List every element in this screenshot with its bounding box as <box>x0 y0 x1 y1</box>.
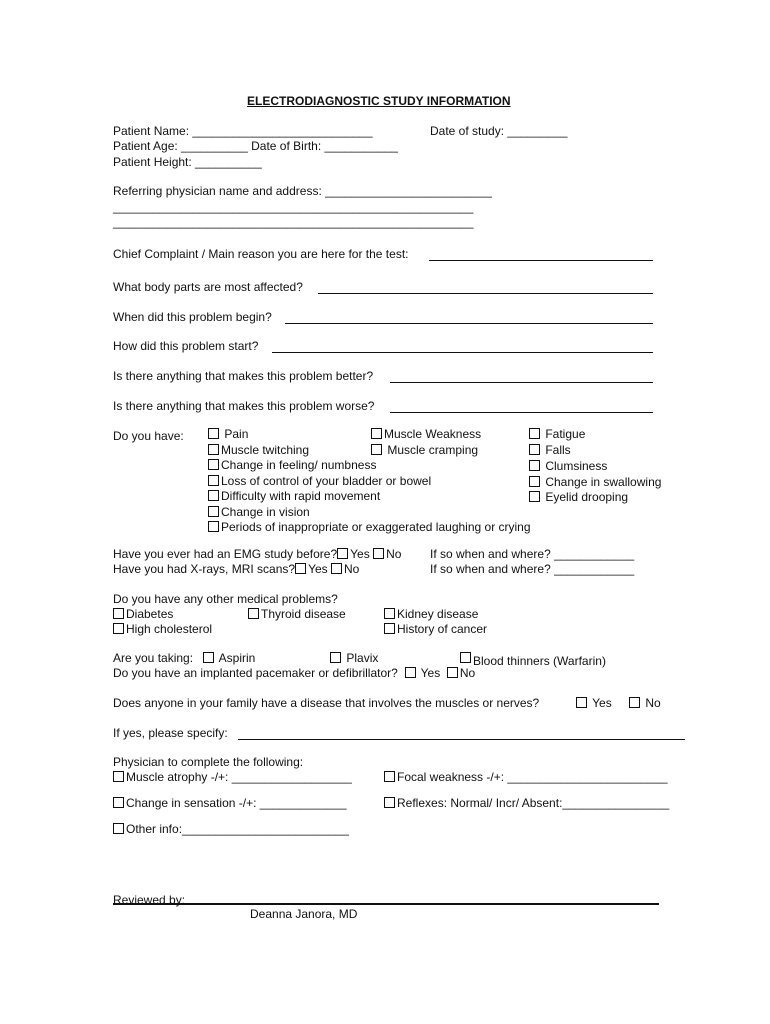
checkbox-icon[interactable] <box>384 623 395 634</box>
laughing-crying-label: Periods of inappropriate or exaggerated laughing or crying <box>221 520 531 534</box>
family-no-checkbox[interactable] <box>629 696 661 710</box>
checkbox-icon[interactable] <box>113 623 124 634</box>
when-begin-label: When did this problem begin? <box>113 310 272 324</box>
difficulty-movement-checkbox[interactable] <box>208 489 380 503</box>
checkbox-icon[interactable] <box>371 428 382 439</box>
laughing-crying-checkbox[interactable] <box>208 520 531 534</box>
checkbox-icon[interactable] <box>113 823 124 834</box>
checkbox-icon[interactable] <box>113 771 124 782</box>
atrophy-label: Muscle atrophy -/+: __________________ <box>126 770 352 784</box>
pain-checkbox[interactable] <box>208 427 248 441</box>
xray-no-checkbox[interactable] <box>331 563 342 574</box>
xray-no-label: No <box>344 562 360 576</box>
plavix-label: Plavix <box>346 651 379 665</box>
patient-age-dob-field[interactable]: Patient Age: __________ Date of Birth: ___________ <box>113 139 398 153</box>
atrophy-checkbox[interactable] <box>113 770 352 784</box>
swallowing-label: Change in swallowing <box>545 475 662 489</box>
emg-no-label: No <box>386 547 402 561</box>
pain-label: Pain <box>224 427 249 441</box>
body-parts-input[interactable] <box>318 293 653 294</box>
checkbox-icon[interactable] <box>384 771 395 782</box>
muscle-cramping-checkbox[interactable] <box>371 443 478 457</box>
checkbox-icon[interactable] <box>203 652 214 663</box>
better-input[interactable] <box>390 382 653 383</box>
family-yes-label: Yes <box>592 696 612 710</box>
falls-checkbox[interactable] <box>529 443 571 457</box>
pacemaker-yes-checkbox[interactable] <box>405 667 416 678</box>
eyelid-label: Eyelid drooping <box>545 490 629 504</box>
cancer-checkbox[interactable] <box>384 622 487 636</box>
referring-physician-field[interactable]: Referring physician name and address: _________________________ <box>113 184 492 198</box>
checkbox-icon[interactable] <box>208 428 219 439</box>
worse-input[interactable] <box>390 412 653 413</box>
checkbox-icon[interactable] <box>529 428 540 439</box>
reviewed-by-label: Reviewed by: <box>113 893 186 907</box>
kidney-checkbox[interactable] <box>384 607 478 621</box>
other-info-label: Other info:_________________________ <box>126 822 349 836</box>
plavix-checkbox[interactable] <box>330 651 378 665</box>
checkbox-icon[interactable] <box>384 797 395 808</box>
are-you-taking-label: Are you taking: <box>113 651 194 665</box>
medical-problems-label: Do you have any other medical problems? <box>113 592 338 606</box>
emg-yes-checkbox[interactable] <box>337 548 348 559</box>
specify-input[interactable] <box>238 739 685 740</box>
eyelid-checkbox[interactable] <box>529 490 628 504</box>
checkbox-icon[interactable] <box>113 797 124 808</box>
referring-line-2[interactable]: ______________________________________________________ <box>113 200 474 214</box>
xray-yes-checkbox[interactable] <box>295 563 306 574</box>
difficulty-movement-label: Difficulty with rapid movement <box>221 489 381 503</box>
when-begin-input[interactable] <box>285 323 653 324</box>
checkbox-icon[interactable] <box>576 697 587 708</box>
reviewer-name: Deanna Janora, MD <box>250 907 358 921</box>
checkbox-icon[interactable] <box>629 697 640 708</box>
better-label: Is there anything that makes this problem better? <box>113 369 374 383</box>
clumsiness-checkbox[interactable] <box>529 459 607 473</box>
xray-question <box>113 562 359 576</box>
change-feeling-label: Change in feeling/ numbness <box>221 458 377 472</box>
emg-when-field[interactable]: If so when and where? ____________ <box>430 547 635 561</box>
change-vision-checkbox[interactable] <box>208 505 310 519</box>
emg-no-checkbox[interactable] <box>373 548 384 559</box>
focal-weakness-label: Focal weakness -/+: ________________________ <box>397 770 668 784</box>
pacemaker-no-label: No <box>459 666 476 680</box>
reflexes-label: Reflexes: Normal/ Incr/ Absent:________________ <box>397 796 670 810</box>
swallowing-checkbox[interactable] <box>529 475 661 489</box>
checkbox-icon[interactable] <box>113 608 124 619</box>
cancer-label: History of cancer <box>397 622 488 636</box>
pacemaker-no-checkbox[interactable] <box>447 667 458 678</box>
pacemaker-question-label: Do you have an implanted pacemaker or defibrillator? <box>113 666 398 680</box>
pacemaker-question <box>113 666 475 680</box>
muscle-weakness-label: Muscle Weakness <box>384 427 482 441</box>
falls-label: Falls <box>545 443 571 457</box>
how-start-input[interactable] <box>272 352 653 353</box>
cholesterol-label: High cholesterol <box>126 622 213 636</box>
loss-control-checkbox[interactable] <box>208 474 431 488</box>
change-vision-label: Change in vision <box>221 505 310 519</box>
family-no-label: No <box>645 696 661 710</box>
checkbox-icon[interactable] <box>460 652 471 663</box>
worse-label: Is there anything that makes this problem worse? <box>113 399 375 413</box>
sensation-label: Change in sensation -/+: _____________ <box>126 796 347 810</box>
date-of-study-field[interactable]: Date of study: _________ <box>430 124 568 138</box>
muscle-cramping-label: Muscle cramping <box>387 443 479 457</box>
checkbox-icon[interactable] <box>330 652 341 663</box>
other-info-checkbox[interactable] <box>113 822 349 836</box>
muscle-twitching-checkbox[interactable] <box>208 443 309 457</box>
checkbox-icon[interactable] <box>208 521 219 532</box>
loss-control-label: Loss of control of your bladder or bowel <box>221 474 432 488</box>
checkbox-icon[interactable] <box>208 459 219 470</box>
aspirin-checkbox[interactable] <box>203 651 255 665</box>
checkbox-icon[interactable] <box>529 460 540 471</box>
muscle-weakness-checkbox[interactable] <box>371 427 481 441</box>
checkbox-icon[interactable] <box>384 608 395 619</box>
page-title: ELECTRODIAGNOSTIC STUDY INFORMATION <box>247 94 511 108</box>
diabetes-label: Diabetes <box>126 607 174 621</box>
checkbox-icon[interactable] <box>208 506 219 517</box>
pacemaker-yes-label: Yes <box>420 666 441 680</box>
checkbox-icon[interactable] <box>208 444 219 455</box>
family-yes-checkbox[interactable] <box>576 696 612 710</box>
chief-complaint-input[interactable] <box>429 260 653 261</box>
checkbox-icon[interactable] <box>248 608 259 619</box>
checkbox-icon[interactable] <box>529 491 540 502</box>
change-feeling-checkbox[interactable] <box>208 458 376 472</box>
thyroid-label: Thyroid disease <box>261 607 346 621</box>
patient-height-field[interactable]: Patient Height: __________ <box>113 155 262 169</box>
emg-question-label: Have you ever had an EMG study before? <box>113 547 338 561</box>
xray-question-label: Have you had X-rays, MRI scans? <box>113 562 296 576</box>
specify-label: If yes, please specify: <box>113 726 228 740</box>
blood-thinners-label: Blood thinners (Warfarin) <box>473 654 606 668</box>
checkbox-icon[interactable] <box>208 475 219 486</box>
diabetes-checkbox[interactable] <box>113 607 173 621</box>
blood-thinners-checkbox[interactable] <box>460 651 606 668</box>
reflexes-checkbox[interactable] <box>384 796 669 810</box>
muscle-twitching-label: Muscle twitching <box>221 443 310 457</box>
checkbox-icon[interactable] <box>529 476 540 487</box>
family-question: Does anyone in your family have a disease that involves the muscles or nerves? <box>113 696 540 710</box>
kidney-label: Kidney disease <box>397 607 479 621</box>
physician-label: Physician to complete the following: <box>113 755 304 769</box>
body-parts-label: What body parts are most affected? <box>113 280 303 294</box>
patient-name-field[interactable]: Patient Name: ___________________________ <box>113 124 373 138</box>
emg-yes-label: Yes <box>350 547 370 561</box>
xray-when-field[interactable]: If so when and where? ____________ <box>430 562 635 576</box>
aspirin-label: Aspirin <box>218 651 256 665</box>
cholesterol-checkbox[interactable] <box>113 622 212 636</box>
checkbox-icon[interactable] <box>208 490 219 501</box>
checkbox-icon[interactable] <box>371 444 382 455</box>
do-you-have-label: Do you have: <box>113 429 184 443</box>
fatigue-checkbox[interactable] <box>529 427 585 441</box>
how-start-label: How did this problem start? <box>113 339 259 353</box>
referring-line-3[interactable]: ______________________________________________________ <box>113 215 474 229</box>
clumsiness-label: Clumsiness <box>545 459 608 473</box>
fatigue-label: Fatigue <box>545 427 586 441</box>
xray-yes-label: Yes <box>308 562 328 576</box>
signature-line[interactable] <box>113 903 659 905</box>
thyroid-checkbox[interactable] <box>248 607 346 621</box>
emg-question <box>113 547 401 561</box>
focal-weakness-checkbox[interactable] <box>384 770 668 784</box>
sensation-checkbox[interactable] <box>113 796 347 810</box>
chief-complaint-label: Chief Complaint / Main reason you are here for the test: <box>113 247 409 261</box>
checkbox-icon[interactable] <box>529 444 540 455</box>
